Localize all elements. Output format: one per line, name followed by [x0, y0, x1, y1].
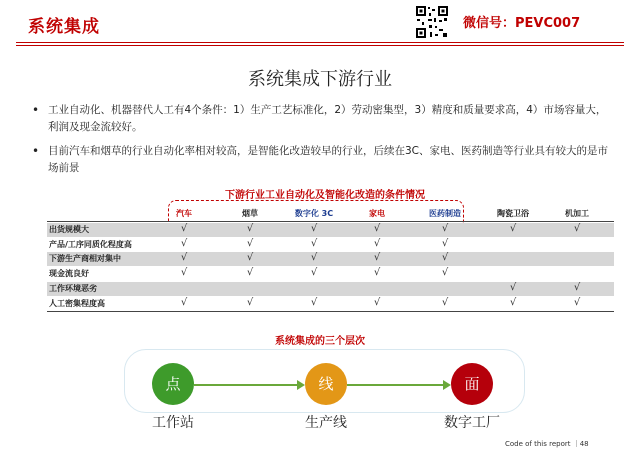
table-header: [47, 207, 614, 221]
check-mark-icon: √: [441, 223, 449, 234]
levels-title: 系统集成的三个层次: [275, 336, 365, 347]
check-mark-icon: √: [509, 296, 517, 308]
column-header: 医药制造: [429, 209, 461, 218]
arrow-head-icon: [443, 380, 451, 390]
wechat-id: 微信号：PEVC007: [463, 16, 581, 31]
check-mark-icon: √: [573, 223, 581, 234]
check-mark-icon: √: [310, 296, 318, 308]
check-mark-icon: √: [310, 237, 318, 249]
level-label: 生产线: [305, 415, 347, 431]
check-mark-icon: √: [310, 252, 318, 264]
check-mark-icon: √: [441, 267, 449, 279]
row-label: 出货规模大: [49, 225, 89, 234]
check-mark-icon: √: [310, 223, 318, 234]
column-header: 烟草: [242, 209, 258, 218]
bullet-icon: •: [32, 103, 40, 117]
check-mark-icon: √: [509, 281, 517, 293]
row-label: 下游生产商相对集中: [49, 254, 121, 264]
brand-title: 系统集成: [28, 17, 100, 37]
list-item: [30, 143, 610, 177]
list-item: [30, 102, 610, 136]
divider: [16, 45, 624, 46]
table-title: 下游行业工业自动化及智能化改造的条件情况: [225, 190, 425, 201]
check-mark-icon: √: [246, 267, 254, 279]
bullet-text: 工业自动化、机器替代人工有4个条件：1）生产工艺标准化，2）劳动密集型，3）精度和质量要求高，4）市场容量大，利润及现金流较好。: [48, 104, 607, 133]
row-label: 工作环境恶劣: [49, 283, 97, 293]
table-row: [47, 297, 614, 311]
check-mark-icon: √: [373, 252, 381, 264]
table-row: [47, 223, 614, 237]
level-label: 工作站: [152, 415, 194, 431]
check-mark-icon: √: [373, 223, 381, 234]
row-label: 产品/工序同质化程度高: [49, 239, 132, 249]
table-row: [47, 267, 614, 281]
check-mark-icon: √: [441, 296, 449, 308]
check-mark-icon: √: [573, 281, 581, 293]
qr-code-icon: [415, 5, 449, 39]
column-header: 家电: [369, 209, 385, 218]
page-title: 系统集成下游行业: [248, 69, 392, 90]
check-mark-icon: √: [180, 237, 188, 249]
check-mark-icon: √: [246, 252, 254, 264]
level-node-point: 点: [152, 363, 194, 405]
check-mark-icon: √: [246, 223, 254, 234]
level-node-line: 线: [305, 363, 347, 405]
arrow-head-icon: [297, 380, 305, 390]
check-mark-icon: √: [246, 237, 254, 249]
check-mark-icon: √: [310, 267, 318, 279]
arrow-connector: [194, 384, 297, 386]
row-label: 人工密集程度高: [49, 298, 105, 308]
bullet-list: [30, 102, 610, 184]
table-row: [47, 282, 614, 296]
divider: [16, 42, 624, 43]
footer-page-number: Code of this report ｜48: [505, 440, 589, 448]
check-mark-icon: √: [441, 237, 449, 249]
level-node-plane: 面: [451, 363, 493, 405]
check-mark-icon: √: [373, 237, 381, 249]
row-label: 现金流良好: [49, 269, 89, 279]
column-header: 陶瓷卫浴: [497, 209, 529, 218]
level-label: 数字工厂: [444, 415, 500, 431]
divider: [47, 221, 614, 222]
column-header: 机加工: [565, 209, 589, 218]
table-row: [47, 252, 614, 266]
check-mark-icon: √: [373, 296, 381, 308]
table-row: [47, 238, 614, 252]
check-mark-icon: √: [246, 296, 254, 308]
check-mark-icon: √: [180, 252, 188, 264]
check-mark-icon: √: [573, 296, 581, 308]
column-header: 数字化 3C: [294, 209, 334, 218]
arrow-connector: [347, 384, 443, 386]
check-mark-icon: √: [180, 267, 188, 279]
check-mark-icon: √: [180, 296, 188, 308]
divider: [47, 311, 614, 312]
check-mark-icon: √: [373, 267, 381, 279]
header: [0, 0, 640, 44]
check-mark-icon: √: [509, 223, 517, 234]
bullet-icon: •: [32, 144, 40, 158]
check-mark-icon: √: [180, 223, 188, 234]
check-mark-icon: √: [441, 252, 449, 264]
column-header: 汽车: [176, 209, 192, 218]
bullet-text: 目前汽车和烟草的行业自动化率相对较高，是智能化改造较早的行业，后续在3C、家电、医药制造等行业具有较大的是市场前景: [48, 145, 609, 174]
